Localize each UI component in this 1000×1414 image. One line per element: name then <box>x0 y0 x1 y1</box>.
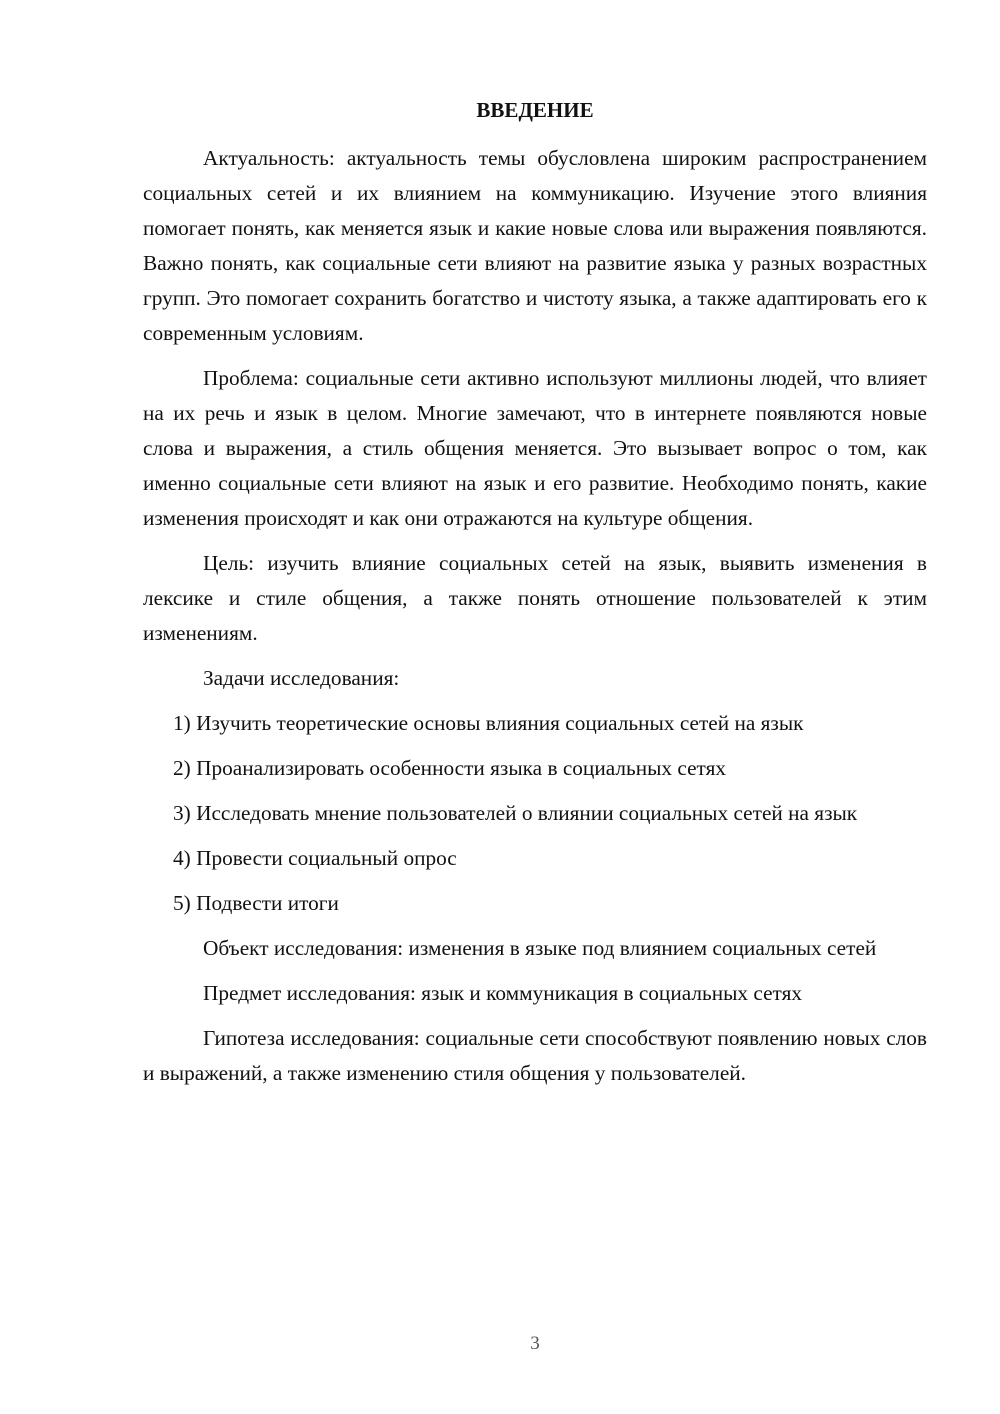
page-content <box>143 95 927 1101</box>
task-item: 5) Подвести итоги <box>173 891 339 915</box>
task-item: 3) Исследовать мнение пользователей о влиянии социальных сетей на язык <box>173 801 858 825</box>
subject-paragraph: Предмет исследования: язык и коммуникация в социальных сетях <box>203 981 803 1005</box>
hypothesis-paragraph: Гипотеза исследования: социальные сети способствуют появлению новых слов и выражений, а также изменению стиля общения у пользователей. <box>143 1026 927 1085</box>
task-item: 1) Изучить теоретические основы влияния социальных сетей на язык <box>173 711 804 735</box>
problem-paragraph: Проблема: социальные сети активно используют миллионы людей, что влияет на их речь и язык в целом. Многие замечают, что в интернете появляются новые слова и выражения, а стиль общения меняется. Это вызывает вопрос о том, как именно социальные сети влияют на язык и его развитие. Необходимо понять, какие изменения происходят и как они отражаются на культуре общения. <box>143 366 927 530</box>
goal-paragraph: Цель: изучить влияние социальных сетей на язык, выявить изменения в лексике и стиле общения, а также понять отношение пользователей к этим изменениям. <box>143 551 927 645</box>
page-number: 3 <box>530 1333 540 1354</box>
relevance-paragraph: Актуальность: актуальность темы обусловлена широким распространением социальных сетей и их влиянием на коммуникацию. Изучение этого влияния помогает понять, как меняется язык и какие новые слова или выражения появляются. Важно понять, как социальные сети влияют на развитие языка у разных возрастных групп. Это помогает сохранить богатство и чистоту языка, а также адаптировать его к современным условиям. <box>143 146 927 345</box>
section-title: ВВЕДЕНИЕ <box>476 98 594 122</box>
task-item: 2) Проанализировать особенности языка в социальных сетях <box>173 756 727 780</box>
tasks-heading: Задачи исследования: <box>203 666 400 690</box>
object-paragraph: Объект исследования: изменения в языке под влиянием социальных сетей <box>203 936 877 960</box>
task-item: 4) Провести социальный опрос <box>173 846 457 870</box>
